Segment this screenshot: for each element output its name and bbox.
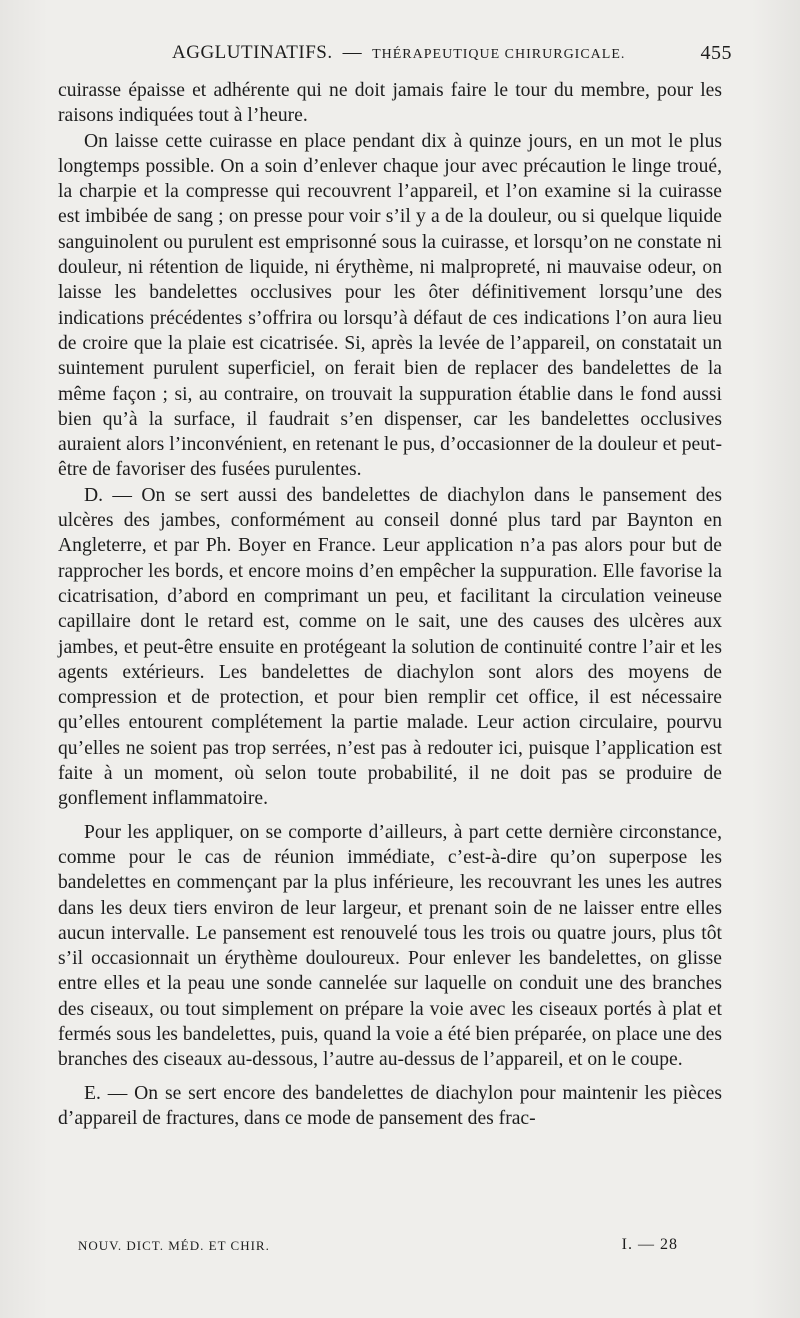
paragraph-section-e: E. — On se sert encore des bandelettes de diachylon pour maintenir les pièces d’appareil de fractures, dans ce mode de pansement des frac-	[58, 1082, 722, 1129]
running-header	[172, 42, 732, 72]
running-title	[172, 42, 625, 64]
body-text	[58, 78, 722, 1131]
footer-signature: NOUV. DICT. MÉD. ET CHIR.	[78, 1238, 270, 1253]
paragraph: On laisse cette cuirasse en place pendant dix à quinze jours, en un mot le plus longtemps possible. On a soin d’enlever chaque jour avec précaution le linge troué, la charpie et la compresse qui recouvrent l’appareil, et l’on examine si la cuirasse est imbibée de sang ; on presse pour voir s’il y a de la douleur, ou si quelque liquide sanguinolent ou purulent est emprisonné sous la cuirasse, et lorsqu’on ne constate ni douleur, ni rétention de liquide, ni érythème, ni malpropreté, ni mauvaise odeur, on laisse les bandelettes occlusives pour les ôter définitivement lorsqu’une des indications précédentes s’offrira ou lorsqu’à défaut de ces indications l’on aura lieu de croire que la plaie est cicatrisée. Si, après la levée de l’appareil, on constatait un suintement purulent superficiel, on ferait bien de replacer des bandelettes de la même façon ; si, au contraire, on trouvait la suppuration établie dans le fond aussi bien qu’à la surface, il faudrait s’en dispenser, car les bandelettes occlusives auraient alors l’inconvénient, en retenant le pus, d’occasionner de la douleur et peut-être de favoriser des fusées purulentes.	[58, 130, 722, 481]
paragraph-continuation: cuirasse épaisse et adhérente qui ne doit jamais faire le tour du membre, pour les raisons indiquées tout à l’heure.	[58, 80, 722, 127]
page-number: 455	[700, 42, 732, 64]
paragraph: Pour les appliquer, on se comporte d’ailleurs, à part cette dernière circonstance, comme pour le cas de réunion immédiate, c’est-à-dire qu’on superpose les bandelettes en commençant par la plus inférieure, les recouvrant les unes les autres dans les deux tiers environ de leur largeur, et prenant soin de ne laisser entre elles aucun intervalle. Le pansement est renouvelé tous les trois ou quatre jours, plus tôt s’il occasionnait un érythème douloureux. Pour enlever les bandelettes, on glisse entre elles et la peau une sonde cannelée sur laquelle on conduit une des branches des ciseaux, ou tout simplement on prépare la voie avec les ciseaux portés à plat et fermés sous les bandelettes, puis, quand la voie a été bien préparée, on place une des branches des ciseaux au-dessous, l’autre au-dessus de l’appareil, et on le coupe.	[58, 821, 722, 1071]
running-title-main: AGGLUTINATIFS.	[172, 42, 333, 63]
footer-sheet-mark: I. — 28	[621, 1236, 678, 1253]
paragraph-section-d: D. — On se sert aussi des bandelettes de diachylon dans le pansement des ulcères des jambes, conformément au conseil donné plus tard par Baynton en Angleterre, et par Ph. Boyer en France. Leur application n’a pas alors pour but de rapprocher les bords, et encore moins d’en empêcher la suppuration. Elle favorise la cicatrisation, d’abord en comprimant un peu, et facilitant la circulation veineuse capillaire dont le retard est, comme on le sait, une des causes des ulcères aux jambes, et peut-être ensuite en protégeant la solution de continuité contre l’air et les agents extérieurs. Les bandelettes de diachylon sont alors des moyens de compression et de protection, et pour bien remplir cet office, il est nécessaire qu’elles entourent complétement la partie malade. Leur action circulaire, pourvu qu’elles ne soient pas trop serrées, n’est pas à redouter ici, puisque l’application est faite à un moment, où selon toute probabilité, il ne doit pas se produire de gonflement inflammatoire.	[58, 484, 722, 810]
page-footer	[78, 1238, 678, 1258]
running-subtitle: THÉRAPEUTIQUE CHIRURGICALE.	[372, 47, 626, 62]
title-dash: —	[342, 42, 363, 63]
